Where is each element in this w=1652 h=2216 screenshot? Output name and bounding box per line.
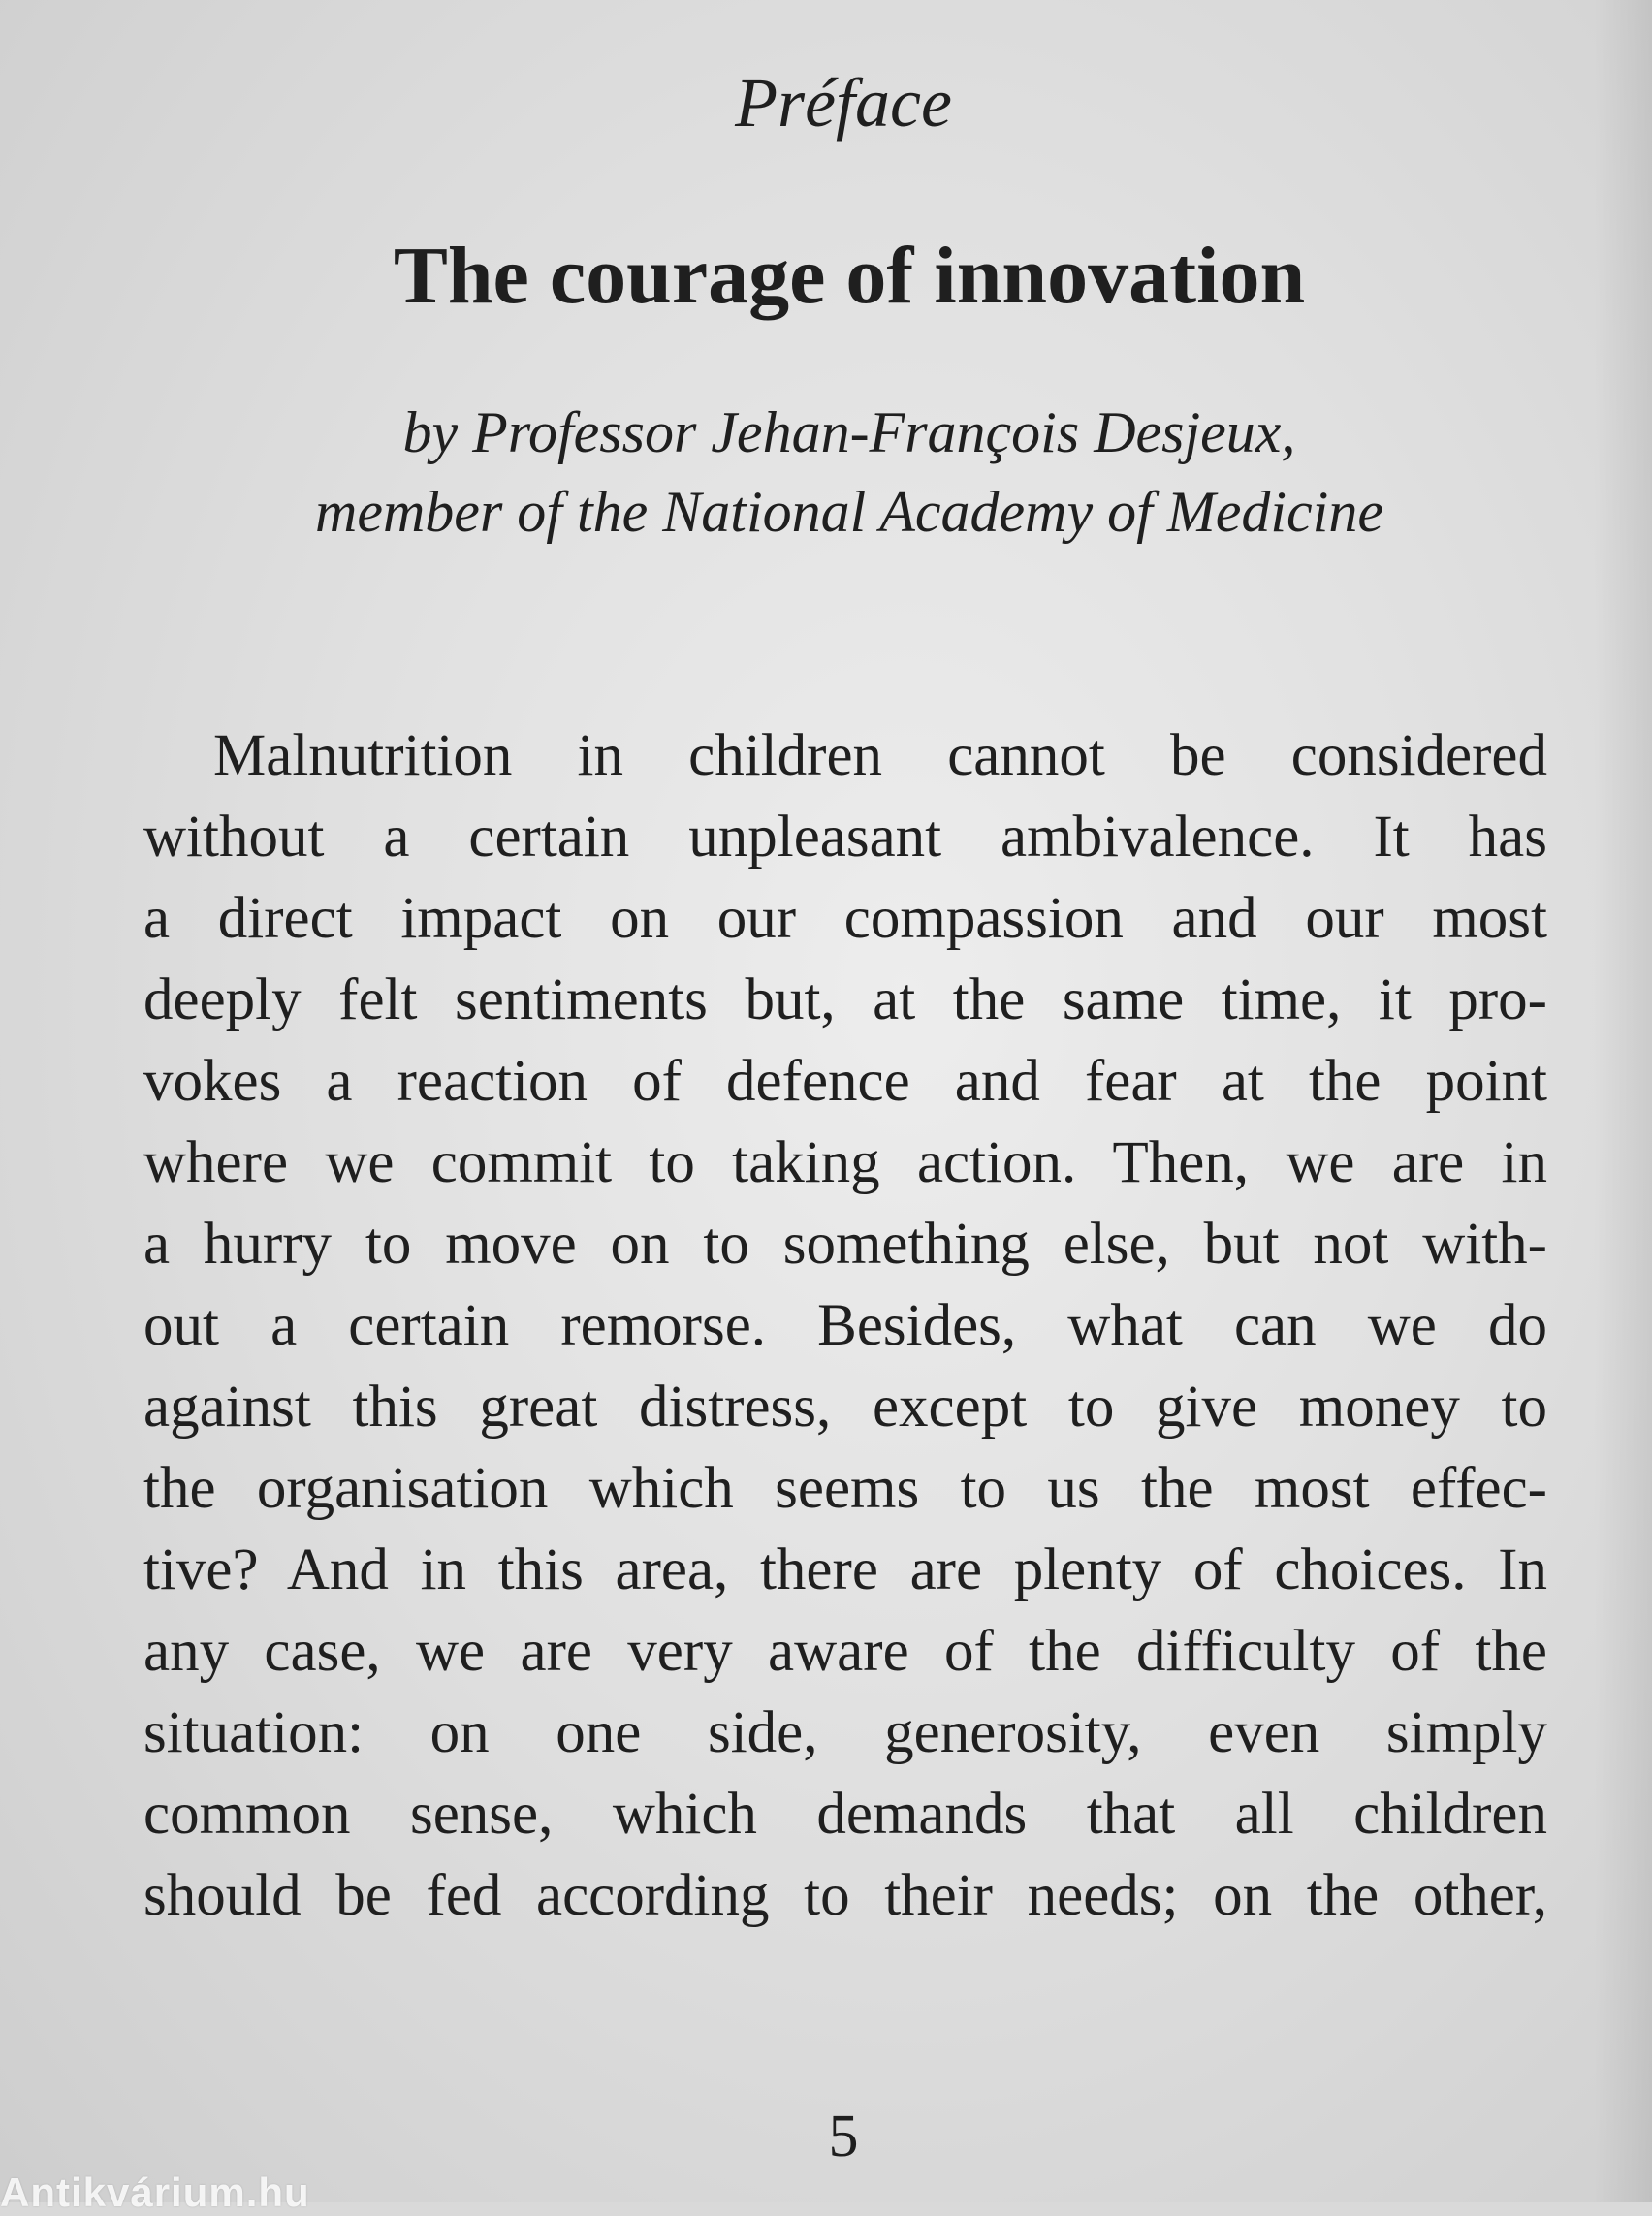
paragraph-line: the organisation which seems to us the most effec- <box>143 1456 1547 1521</box>
paragraph-line: against this great distress, except to give money to <box>143 1375 1547 1440</box>
body-paragraph <box>143 715 1547 1937</box>
watermark: Antikvárium.hu <box>0 2169 310 2215</box>
paragraph-line: a hurry to move on to something else, but not with- <box>143 1212 1547 1277</box>
paragraph-line: out a certain remorse. Besides, what can we do <box>143 1293 1547 1358</box>
paragraph-line: any case, we are very aware of the difficulty of the <box>143 1619 1547 1684</box>
paragraph-line: common sense, which demands that all children <box>143 1782 1547 1847</box>
paragraph-line: tive? And in this area, there are plenty of choices. In <box>143 1537 1547 1602</box>
page-number: 5 <box>828 2104 859 2169</box>
paragraph-line: Malnutrition in children cannot be considered <box>213 723 1547 788</box>
chapter-title: The courage of innovation <box>393 231 1306 321</box>
section-label: Préface <box>735 64 952 142</box>
paragraph-line: where we commit to taking action. Then, we are in <box>143 1130 1547 1195</box>
page-edge-shadow <box>1594 0 1652 2202</box>
paragraph-line: deeply felt sentiments but, at the same time, it pro- <box>143 967 1547 1032</box>
paragraph-line: a direct impact on our compassion and our most <box>143 886 1547 951</box>
paragraph-line: without a certain unpleasant ambivalence. It has <box>143 805 1547 870</box>
byline-affiliation-line: member of the National Academy of Medicine <box>315 480 1383 544</box>
author-byline <box>0 393 1652 552</box>
paragraph-line: should be fed according to their needs; on the other, <box>143 1863 1547 1928</box>
paragraph-line: situation: on one side, generosity, even simply <box>143 1700 1547 1765</box>
byline-author-line: by Professor Jehan-François Desjeux, <box>402 400 1296 464</box>
paragraph-line: vokes a reaction of defence and fear at the point <box>143 1049 1547 1114</box>
